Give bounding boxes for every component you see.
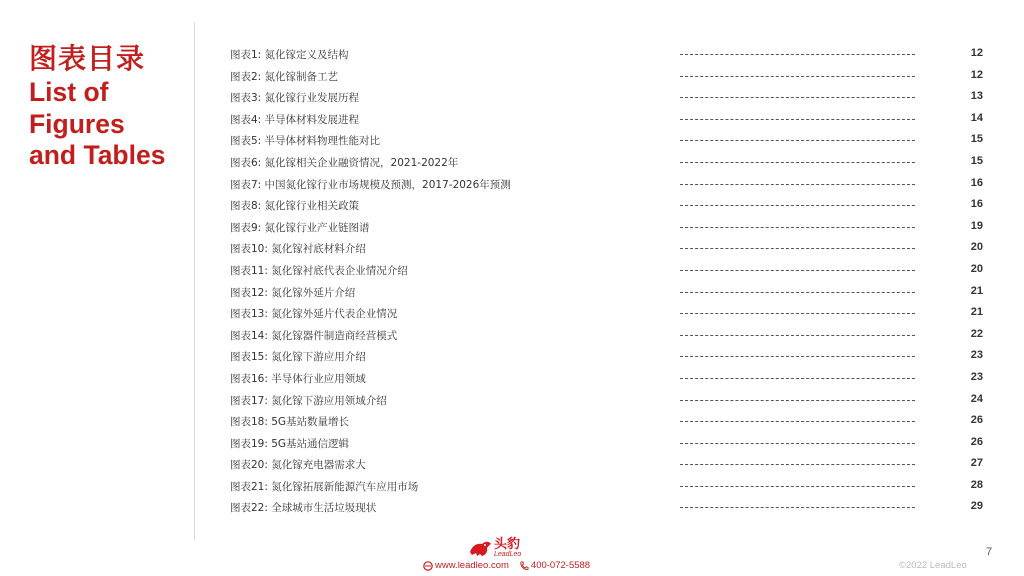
title-english: List of Figures and Tables <box>29 77 166 170</box>
toc-entry-label: 图表10: 氮化镓衬底材料介绍 <box>230 243 366 256</box>
toc-entry[interactable] <box>230 344 986 366</box>
toc-entry-page: 28 <box>970 478 983 491</box>
toc-entry-label: 图表18: 5G基站数量增长 <box>230 416 350 429</box>
toc-entry-label: 图表21: 氮化镓拓展新能源汽车应用市场 <box>230 480 419 493</box>
toc-entry[interactable] <box>230 495 986 517</box>
toc-entry-page: 12 <box>970 47 983 59</box>
toc-entry[interactable] <box>230 215 986 237</box>
toc-entry[interactable] <box>230 474 986 496</box>
toc-entry-page: 14 <box>970 111 983 124</box>
toc-entry[interactable] <box>230 323 986 345</box>
toc-entry-label: 图表1: 氮化镓定义及结构 <box>230 49 349 61</box>
toc-entry-page: 15 <box>970 154 983 167</box>
toc-entry-label: 图表16: 半导体行业应用领域 <box>230 372 366 385</box>
toc-entry-page: 13 <box>970 90 983 103</box>
dotted-leader <box>680 335 915 336</box>
toc-entry-label: 图表8: 氮化镓行业相关政策 <box>230 200 360 213</box>
toc-entry[interactable] <box>230 431 986 453</box>
page-title <box>29 42 165 172</box>
page-number: 7 <box>986 546 993 558</box>
toc-entry-label: 图表3: 氮化镓行业发展历程 <box>230 92 360 105</box>
dotted-leader <box>680 54 915 55</box>
toc-entry-page: 27 <box>970 457 983 470</box>
toc-entry[interactable] <box>230 64 986 86</box>
toc-entry-page: 26 <box>970 435 983 448</box>
toc-entry[interactable] <box>230 366 986 388</box>
dotted-leader <box>680 400 915 401</box>
logo-english-text: LeadLeo <box>494 551 522 558</box>
toc-entry[interactable] <box>230 409 986 431</box>
website-link[interactable]: www.leadleo.com <box>435 560 509 571</box>
toc-entry-label: 图表13: 氮化镓外延片代表企业情况 <box>230 308 398 321</box>
website-icon <box>423 561 433 571</box>
toc-entry-page: 24 <box>970 392 983 405</box>
logo-chinese-text: 头豹 <box>494 537 521 552</box>
dotted-leader <box>680 248 915 249</box>
dotted-leader <box>680 205 915 206</box>
dotted-leader <box>680 378 915 379</box>
toc-entry-page: 16 <box>970 176 983 189</box>
leadleo-logo <box>468 538 521 558</box>
dotted-leader <box>680 356 915 357</box>
toc-entry-label: 图表4: 半导体材料发展进程 <box>230 113 360 126</box>
toc-entry-label: 图表7: 中国氮化镓行业市场规模及预测，2017-2026年预测 <box>230 178 511 191</box>
dotted-leader <box>680 464 915 465</box>
footer-contact <box>423 560 590 571</box>
toc-entry-label: 图表20: 氮化镓充电器需求大 <box>230 459 366 472</box>
toc-entry[interactable] <box>230 280 986 302</box>
copyright-text: ©2022 LeadLeo <box>899 560 967 571</box>
toc-entry-label: 图表12: 氮化镓外延片介绍 <box>230 286 356 299</box>
toc-entry-page: 15 <box>970 133 983 146</box>
toc-entry-page: 20 <box>970 262 983 275</box>
toc-entry-page: 12 <box>970 68 983 81</box>
toc-entry-page: 21 <box>970 306 983 319</box>
toc-entry[interactable] <box>230 172 986 194</box>
dotted-leader <box>680 313 915 314</box>
dotted-leader <box>680 140 915 141</box>
toc-entry-page: 22 <box>970 327 983 340</box>
toc-entry-label: 图表19: 5G基站通信逻辑 <box>230 437 350 450</box>
toc-entry-label: 图表2: 氮化镓制备工艺 <box>230 70 339 83</box>
toc-entry-page: 20 <box>970 241 983 254</box>
dotted-leader <box>680 227 915 228</box>
dotted-leader <box>680 97 915 98</box>
toc-entry-label: 图表17: 氮化镓下游应用领域介绍 <box>230 394 387 407</box>
dotted-leader <box>680 76 915 77</box>
phone-icon <box>519 561 529 571</box>
dotted-leader <box>680 119 915 120</box>
toc-entry-label: 图表6: 氮化镓相关企业融资情况，2021-2022年 <box>230 156 459 169</box>
toc-entry-label: 图表15: 氮化镓下游应用介绍 <box>230 351 366 364</box>
title-chinese: 图表目录 <box>29 42 146 75</box>
toc-entry-page: 16 <box>970 198 983 211</box>
toc-entry-page: 29 <box>970 500 983 513</box>
toc-entry[interactable] <box>230 42 986 64</box>
toc-entry[interactable] <box>230 452 986 474</box>
vertical-divider <box>194 22 195 540</box>
toc-entry[interactable] <box>230 388 986 410</box>
leopard-logo-icon <box>468 538 492 558</box>
dotted-leader <box>680 292 915 293</box>
toc-entry-page: 26 <box>970 414 983 427</box>
toc-entry[interactable] <box>230 236 986 258</box>
toc-entry-page: 21 <box>970 284 983 297</box>
toc-entry-label: 图表14: 氮化镓器件制造商经营模式 <box>230 329 398 342</box>
toc-entry[interactable] <box>230 150 986 172</box>
toc-entry-label: 图表5: 半导体材料物理性能对比 <box>230 135 381 148</box>
toc-entry-page: 23 <box>970 370 983 383</box>
dotted-leader <box>680 270 915 271</box>
toc-entry[interactable] <box>230 193 986 215</box>
toc-entry-label: 图表22: 全球城市生活垃圾现状 <box>230 502 377 515</box>
dotted-leader <box>680 421 915 422</box>
dotted-leader <box>680 184 915 185</box>
dotted-leader <box>680 443 915 444</box>
toc-entry[interactable] <box>230 301 986 323</box>
dotted-leader <box>680 162 915 163</box>
dotted-leader <box>680 486 915 487</box>
toc-entry-page: 23 <box>970 349 983 362</box>
dotted-leader <box>680 507 915 508</box>
phone-number: 400-072-5588 <box>530 560 591 571</box>
toc-entry[interactable] <box>230 258 986 280</box>
toc-entry[interactable] <box>230 107 986 129</box>
toc-entry[interactable] <box>230 85 986 107</box>
table-of-contents <box>230 42 986 517</box>
toc-entry-page: 19 <box>970 219 983 232</box>
toc-entry[interactable] <box>230 128 986 150</box>
toc-entry-label: 图表9: 氮化镓行业产业链图谱 <box>230 221 370 234</box>
toc-entry-label: 图表11: 氮化镓衬底代表企业情况介绍 <box>230 264 408 277</box>
